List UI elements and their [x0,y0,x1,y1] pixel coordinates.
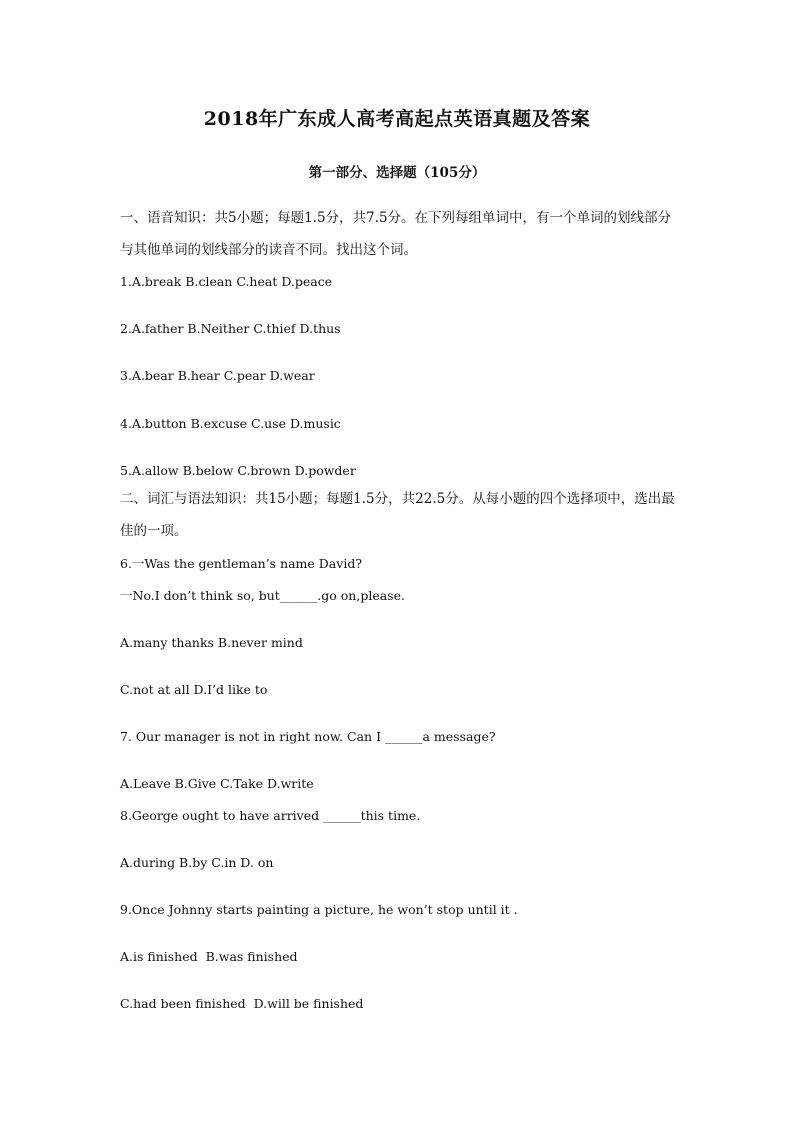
section2-instructions: 二、词汇与语法知识：共15小题；每题1.5分，共22.5分。从每小题的四个选择项中，选出最佳的一项。 [120,491,675,539]
question-6-options-2: C.not at all D.I’d like to [120,682,268,697]
question-6-line-1: 6.一Was the gentleman’s name David? [120,556,363,571]
question-7-options: A.Leave B.Give C.Take D.write [120,776,314,791]
question-9-options-1: A.is finished B.was finished [120,949,298,964]
question-8-options: A.during B.by C.in D. on [120,855,274,870]
question-9: 9.Once Johnny starts painting a picture, he won’t stop until it . [120,902,518,917]
document-title: 2018年广东成人高考高起点英语真题及答案 [203,108,591,130]
part-title: 第一部分、选择题（105分） [308,165,486,181]
question-4: 4.A.button B.excuse C.use D.music [120,416,341,431]
section1-instructions: 一、语音知识：共5小题；每题1.5分，共7.5分。在下列每组单词中，有一个单词的划线部分与其他单词的划线部分的读音不同。找出这个词。 [120,210,672,258]
question-1: 1.A.break B.clean C.heat D.peace [120,274,333,289]
question-3: 3.A.bear B.hear C.pear D.wear [120,368,315,383]
question-9-options-2: C.had been finished D.will be finished [120,996,364,1011]
question-7: 7. Our manager is not in right now. Can I ______a message? [120,729,496,744]
question-8: 8.George ought to have arrived ______this time. [120,808,421,823]
question-6-line-2: 一No.I don’t think so, but______.go on,please. [120,588,405,603]
question-2: 2.A.father B.Neither C.thief D.thus [120,321,341,336]
question-5: 5.A.allow B.below C.brown D.powder [120,463,356,478]
question-6-options-1: A.many thanks B.never mind [120,635,303,650]
